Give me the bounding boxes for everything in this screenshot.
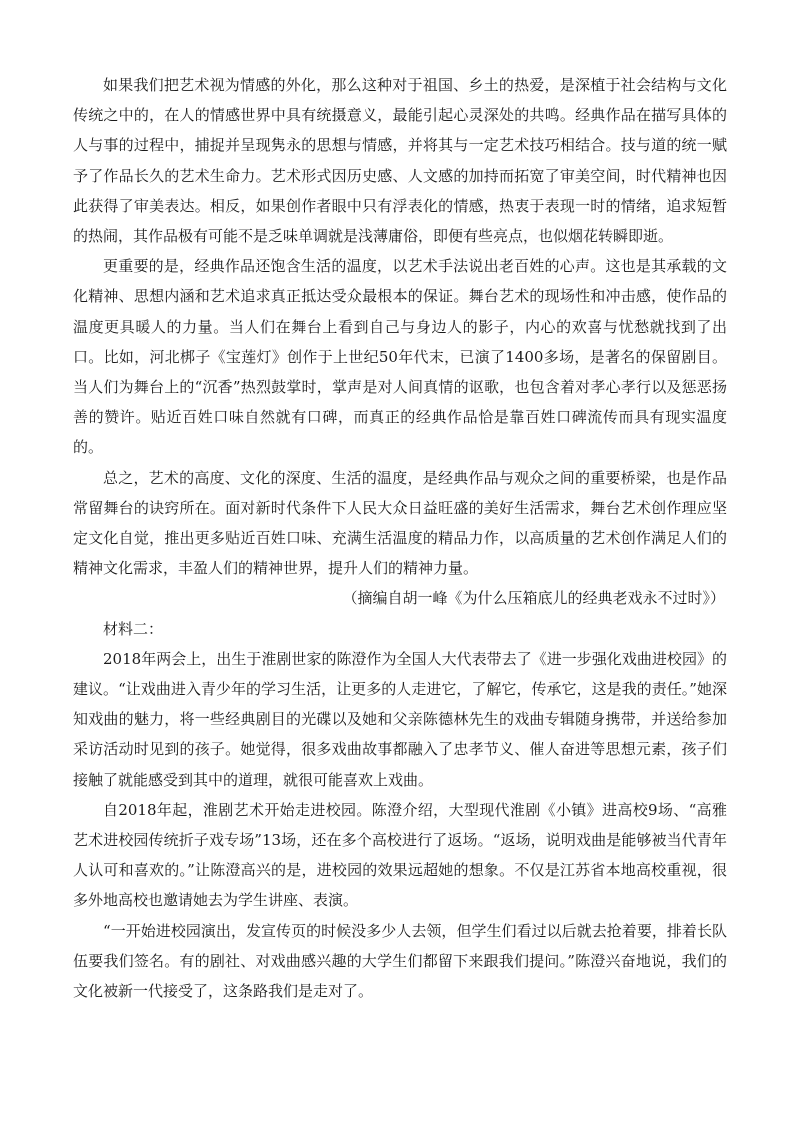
article-body	[73, 70, 727, 1006]
paragraph-campus-tour: 自2018年起，淮剧艺术开始走进校园。陈澄介绍，大型现代淮剧《小镇》进高校9场、“高雅艺术进校园传统折子戏专场”13场，还在多个高校进行了返场。“返场，说明戏曲是能够被当代青年人认可和喜欢的。”让陈澄高兴的是，进校园的效果远超她的想象。不仅是江苏省本地高校重视，很多外地高校也邀请她去为学生讲座、表演。	[73, 800, 727, 910]
paragraph-conclusion: 总之，艺术的高度、文化的深度、生活的温度，是经典作品与观众之间的重要桥梁，也是作品常留舞台的诀窍所在。面对新时代条件下人民大众日益旺盛的美好生活需求，舞台艺术创作理应坚定文化自觉，推出更多贴近百姓口味、充满生活温度的精品力作，以高质量的艺术创作满足人们的精神文化需求，丰盈人们的精神世界，提升人们的精神力量。	[73, 468, 727, 578]
paragraph-student-response: “一开始进校园演出，发宣传页的时候没多少人去领，但学生们看过以后就去抢着要，排着长队伍要我们签名。有的剧社、对戏曲感兴趣的大学生们都留下来跟我们提问。”陈澄兴奋地说，我们的文化被新一代接受了，这条路我们是走对了。	[73, 921, 727, 1001]
paragraph-art-emotion: 如果我们把艺术视为情感的外化，那么这种对于祖国、乡土的热爱，是深植于社会结构与文化传统之中的，在人的情感世界中具有统摄意义，最能引起心灵深处的共鸣。经典作品在描写具体的人与事的过程中，捕捉并呈现隽永的思想与情感，并将其与一定艺术技巧相结合。技与道的统一赋予了作品长久的艺术生命力。艺术形式因历史感、人文感的加持而拓宽了审美空间，时代精神也因此获得了审美表达。相反，如果创作者眼中只有浮表化的情感，热衷于表现一时的情绪，追求短暂的热闹，其作品极有可能不是乏味单调就是浅薄庸俗，即便有些亮点，也似烟花转瞬即逝。	[73, 76, 727, 246]
material-two-heading: 材料二：	[103, 619, 164, 638]
paragraph-two-sessions: 2018年两会上，出生于淮剧世家的陈澄作为全国人大代表带去了《进一步强化戏曲进校园》的建议。“让戏曲进入青少年的学习生活，让更多的人走进它，了解它，传承它，这是我的责任。”她深知戏曲的魅力，将一些经典剧目的光碟以及她和父亲陈德林先生的戏曲专辑随身携带，并送给参加采访活动时见到的孩子。她觉得，很多戏曲故事都融入了忠孝节义、催人奋进等思想元素，孩子们接触了就能感受到其中的道理，就很可能喜欢上戏曲。	[73, 649, 727, 789]
source-citation: （摘编自胡一峰《为什么压箱底儿的经典老戏永不过时》）	[342, 589, 725, 608]
paragraph-life-warmth: 更重要的是，经典作品还饱含生活的温度，以艺术手法说出老百姓的心声。这也是其承载的文化精神、思想内涵和艺术追求真正抵达受众最根本的保证。舞台艺术的现场性和冲击感，使作品的温度更具暖人的力量。当人们在舞台上看到自己与身边人的影子，内心的欢喜与忧愁就找到了出口。比如，河北梆子《宝莲灯》创作于上世纪50年代末，已演了1400多场，是著名的保留剧目。当人们为舞台上的“沉香”热烈鼓掌时，掌声是对人间真情的讴歌，也包含着对孝心孝行以及惩恶扬善的赞许。贴近百姓口味自然就有口碑，而真正的经典作品恰是靠百姓口碑流传而具有现实温度的。	[73, 257, 727, 457]
